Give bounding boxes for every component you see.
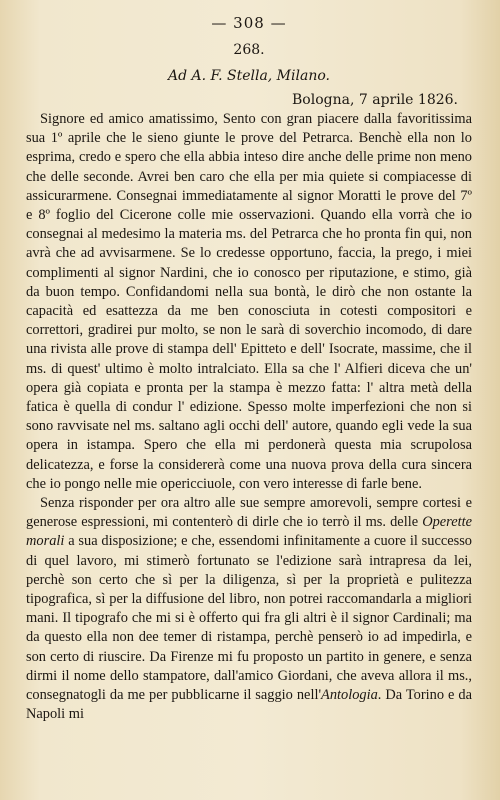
work-title-operette-morali: Operette morali bbox=[26, 514, 472, 550]
letter-paragraph-2 bbox=[26, 494, 472, 724]
letter-recipient: Ad A. F. Stella, Milano. bbox=[168, 68, 330, 84]
letter-number: 268. bbox=[233, 42, 265, 58]
paragraph-2-text-b: a sua disposizione; e che, essendomi infinitamente a cuore il successo di quel lavoro, mi stimerò fortunato se l'edizione sarà intrapresa da lei, perchè son certo che sì per la diligenza, sì per la proprietà e pulitezza tipografica, sì per la diffusione del libro, non potrei raccomandarla a migliori mani. Il tipografo che mi si è offerto qui fra gli altri è il signor Cardinali; ma da questo ella non dee temer di ristampa, perchè penserò io ad impedirla, e son certo di riuscire. Da Firenze mi fu proposto un partito in genere, e senza dirmi il nome dello stampatore, dall'amico Giordani, che aveva allora il ms., consegnatogli da me per pubblicarne il saggio nell' bbox=[26, 533, 472, 704]
paragraph-2-text-c: . Da Torino e da Napoli mi bbox=[26, 687, 472, 723]
letter-dateline: Bologna, 7 aprile 1826. bbox=[292, 92, 458, 108]
paragraph-2-text-a: Senza risponder per ora altro alle sue sempre amorevoli, sempre cortesi e generose espressioni, mi contenterò di dirle che io terrò il ms. delle bbox=[26, 495, 472, 531]
letter-paragraph-1: Signore ed amico amatissimo, Sento con gran piacere dalla favoritissima sua 1º aprile che le sieno giunte le prove del Petrarca. Benchè ella non lo esprima, credo e spero che ella abbia inteso dire anche delle prime non meno che delle seconde. Avrei ben caro che ella per mia quiete si compiacesse di assicurarmene. Consegnai immediatamente al signor Moratti le prove del 7º e 8º foglio del Cicerone colle mie osservazioni. Quando ella vorrà che io consegnai al medesimo la materia ms. del Petrarca che ho pronta fin qui, non avrà che ad avvisarmene. Se lo credesse opportuno, faccia, la prego, i miei complimenti al signor Nardini, che io conosco per riputazione, e stimo, già da buon tempo. Confidandomi nella sua bontà, le dirò che non ostante la capacità ed esattezza da me ben conosciuta in cotesti compositori e correttori, gradirei pur molto, se non le sarà di soverchio incomodo, di dare una rivista alle prove di stampa dell' Epitteto e dell' Isocrate, massime, che il ms. di quest' ultimo è molto intralciato. Ella sa che l' Alfieri diceva che un' opera già copiata e pronta per la stampa è mezzo fatta: l' altra metà della fatica è quella di condur l' edizione. Spesso molte imperfezioni che non si sono ravvisate nel ms. saltano agli occhi dell' autore, quando egli vede la sua opera in istampa. Spero che ella mi perdonerà questa mia scrupolosa delicatezza, e forse la considererà come una nuova prova della cura sincera che io pongo nelle mie opericciuole, con vero interesse di farle bene. bbox=[26, 111, 472, 492]
work-title-antologia: Antologia bbox=[321, 687, 378, 704]
page-number: — 308 — bbox=[211, 14, 287, 32]
